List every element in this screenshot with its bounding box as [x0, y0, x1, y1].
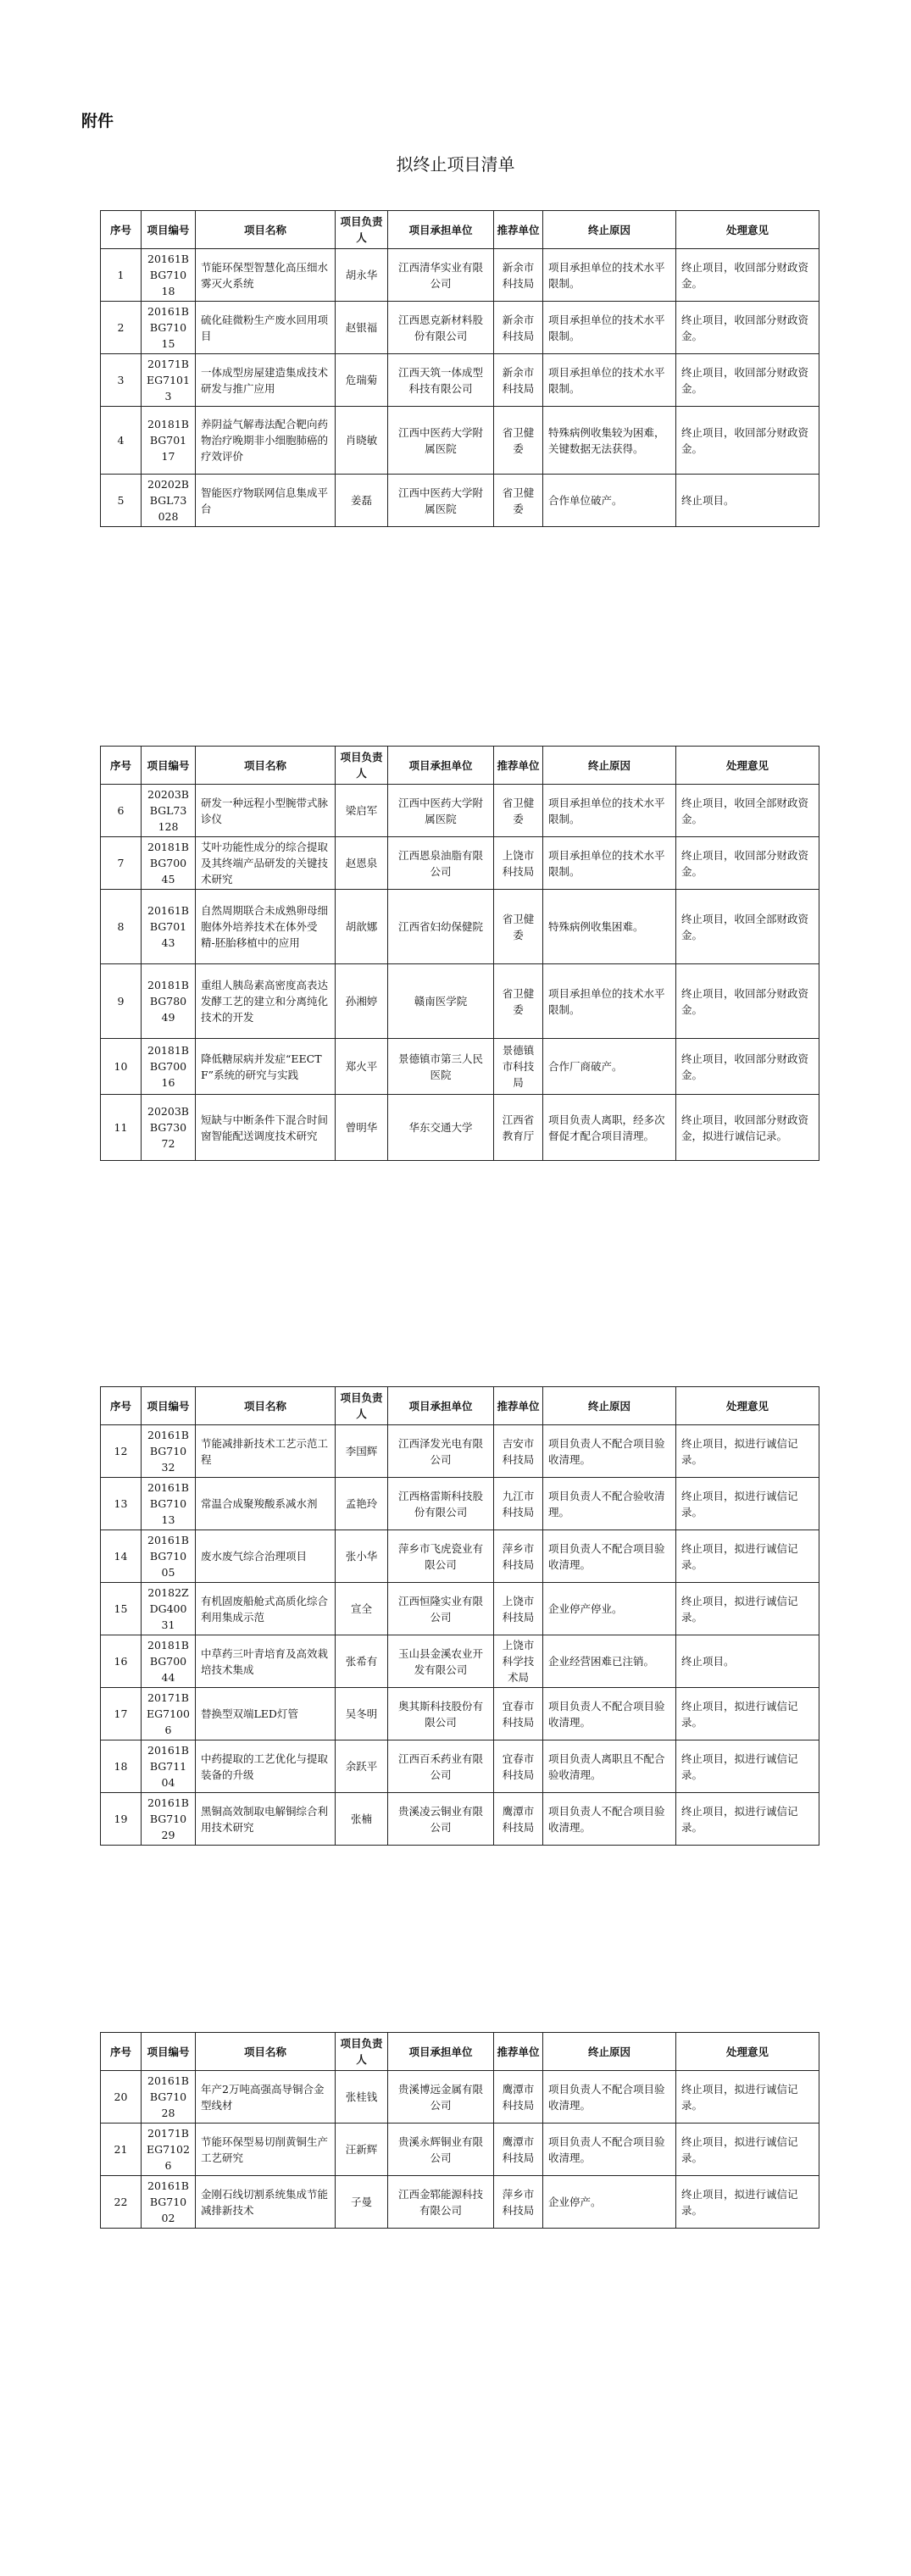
row-number: 9	[101, 964, 142, 1039]
table-row	[101, 475, 819, 527]
column-header-undertaking-unit: 项目承担单位	[388, 1387, 494, 1425]
termination-reason: 企业停产。	[543, 2176, 676, 2229]
undertaking-unit: 江西清华实业有限公司	[388, 249, 494, 302]
undertaking-unit: 贵溪凌云铜业有限公司	[388, 1793, 494, 1846]
table-row	[101, 1530, 819, 1583]
undertaking-unit: 江西格雷斯科技股份有限公司	[388, 1478, 494, 1530]
column-header-undertaking-unit: 项目承担单位	[388, 211, 494, 249]
column-header-project-name: 项目名称	[196, 747, 336, 785]
column-header-undertaking-unit: 项目承担单位	[388, 2033, 494, 2071]
project-code: 20171BEG71026	[142, 2124, 196, 2176]
column-header-termination-reason: 终止原因	[543, 747, 676, 785]
recommending-unit: 江西省教育厅	[494, 1095, 543, 1161]
row-number: 15	[101, 1583, 142, 1635]
recommending-unit: 省卫健委	[494, 407, 543, 475]
undertaking-unit: 江西天筑一体成型科技有限公司	[388, 354, 494, 407]
table-row	[101, 837, 819, 890]
termination-reason: 项目负责人不配合项目验收清理。	[543, 1425, 676, 1478]
recommending-unit: 省卫健委	[494, 475, 543, 527]
undertaking-unit: 华东交通大学	[388, 1095, 494, 1161]
termination-reason: 企业经营困难已注销。	[543, 1635, 676, 1688]
column-header-project-leader: 项目负责人	[336, 2033, 388, 2071]
recommending-unit: 新余市科技局	[494, 302, 543, 354]
table-row	[101, 302, 819, 354]
page-title: 拟终止项目清单	[396, 154, 515, 175]
column-header-row-number: 序号	[101, 747, 142, 785]
column-header-termination-reason: 终止原因	[543, 211, 676, 249]
row-number: 10	[101, 1039, 142, 1095]
table-row	[101, 1793, 819, 1846]
recommending-unit: 新余市科技局	[494, 354, 543, 407]
project-name: 降低糖尿病并发症“EECTF”系统的研究与实践	[196, 1039, 336, 1095]
table-header-row	[101, 2033, 819, 2071]
project-code: 20181BBG70044	[142, 1635, 196, 1688]
project-leader: 张桂钱	[336, 2071, 388, 2124]
handling-opinion: 终止项目，收回部分财政资金。	[676, 249, 819, 302]
table-row	[101, 249, 819, 302]
project-leader: 张希有	[336, 1635, 388, 1688]
row-number: 4	[101, 407, 142, 475]
table-row	[101, 1688, 819, 1740]
row-number: 3	[101, 354, 142, 407]
handling-opinion: 终止项目，收回部分财政资金。	[676, 302, 819, 354]
undertaking-unit: 萍乡市飞虎瓷业有限公司	[388, 1530, 494, 1583]
column-header-row-number: 序号	[101, 2033, 142, 2071]
project-name: 一体成型房屋建造集成技术研发与推广应用	[196, 354, 336, 407]
row-number: 14	[101, 1530, 142, 1583]
handling-opinion: 终止项目，拟进行诚信记录。	[676, 1688, 819, 1740]
project-code: 20181BBG70045	[142, 837, 196, 890]
project-table-3	[100, 1386, 819, 1846]
project-name: 年产2万吨高强高导铜合金型线材	[196, 2071, 336, 2124]
project-code: 20161BBG71032	[142, 1425, 196, 1478]
termination-reason: 特殊病例收集较为困难，关键数据无法获得。	[543, 407, 676, 475]
row-number: 8	[101, 890, 142, 964]
project-name: 黑铜高效制取电解铜综合利用技术研究	[196, 1793, 336, 1846]
table-row	[101, 1039, 819, 1095]
recommending-unit: 上饶市科技局	[494, 837, 543, 890]
column-header-row-number: 序号	[101, 211, 142, 249]
termination-reason: 项目承担单位的技术水平限制。	[543, 354, 676, 407]
column-header-termination-reason: 终止原因	[543, 2033, 676, 2071]
project-code: 20203BBGL73128	[142, 785, 196, 837]
row-number: 19	[101, 1793, 142, 1846]
recommending-unit: 上饶市科技局	[494, 1583, 543, 1635]
table-row	[101, 890, 819, 964]
recommending-unit: 鹰潭市科技局	[494, 1793, 543, 1846]
handling-opinion: 终止项目，收回部分财政资金，拟进行诚信记录。	[676, 1095, 819, 1161]
row-number: 16	[101, 1635, 142, 1688]
project-code: 20161BBG71013	[142, 1478, 196, 1530]
termination-reason: 项目承担单位的技术水平限制。	[543, 785, 676, 837]
project-code: 20181BBG78049	[142, 964, 196, 1039]
column-header-recommending-unit: 推荐单位	[494, 211, 543, 249]
column-header-recommending-unit: 推荐单位	[494, 747, 543, 785]
project-leader: 余跃平	[336, 1740, 388, 1793]
project-leader: 张楠	[336, 1793, 388, 1846]
recommending-unit: 九江市科技局	[494, 1478, 543, 1530]
undertaking-unit: 奥其斯科技股份有限公司	[388, 1688, 494, 1740]
project-name: 金刚石线切割系统集成节能减排新技术	[196, 2176, 336, 2229]
termination-reason: 特殊病例收集困难。	[543, 890, 676, 964]
project-code: 20182ZDG40031	[142, 1583, 196, 1635]
undertaking-unit: 江西恩克新材料股份有限公司	[388, 302, 494, 354]
project-leader: 张小华	[336, 1530, 388, 1583]
recommending-unit: 新余市科技局	[494, 249, 543, 302]
row-number: 2	[101, 302, 142, 354]
termination-reason: 项目承担单位的技术水平限制。	[543, 249, 676, 302]
row-number: 21	[101, 2124, 142, 2176]
handling-opinion: 终止项目，收回部分财政资金。	[676, 837, 819, 890]
handling-opinion: 终止项目，收回部分财政资金。	[676, 407, 819, 475]
project-name: 废水废气综合治理项目	[196, 1530, 336, 1583]
handling-opinion: 终止项目。	[676, 1635, 819, 1688]
undertaking-unit: 江西中医药大学附属医院	[388, 475, 494, 527]
project-name: 节能环保型智慧化高压细水雾灭火系统	[196, 249, 336, 302]
table-row	[101, 2071, 819, 2124]
column-header-recommending-unit: 推荐单位	[494, 2033, 543, 2071]
project-code: 20161BBG71028	[142, 2071, 196, 2124]
project-name: 自然周期联合未成熟卵母细胞体外培养技术在体外受精-胚胎移植中的应用	[196, 890, 336, 964]
handling-opinion: 终止项目，拟进行诚信记录。	[676, 2124, 819, 2176]
recommending-unit: 萍乡市科技局	[494, 2176, 543, 2229]
column-header-project-name: 项目名称	[196, 1387, 336, 1425]
project-code: 20181BBG70016	[142, 1039, 196, 1095]
recommending-unit: 鹰潭市科技局	[494, 2124, 543, 2176]
project-leader: 汪新辉	[336, 2124, 388, 2176]
handling-opinion: 终止项目，拟进行诚信记录。	[676, 1793, 819, 1846]
table-row	[101, 1635, 819, 1688]
project-name: 中草药三叶青培育及高效栽培技术集成	[196, 1635, 336, 1688]
row-number: 12	[101, 1425, 142, 1478]
project-code: 20203BBG73072	[142, 1095, 196, 1161]
termination-reason: 项目承担单位的技术水平限制。	[543, 837, 676, 890]
recommending-unit: 省卫健委	[494, 785, 543, 837]
column-header-project-name: 项目名称	[196, 211, 336, 249]
undertaking-unit: 江西泽发光电有限公司	[388, 1425, 494, 1478]
column-header-handling-opinion: 处理意见	[676, 747, 819, 785]
project-code: 20161BBG71029	[142, 1793, 196, 1846]
handling-opinion: 终止项目，拟进行诚信记录。	[676, 1425, 819, 1478]
undertaking-unit: 玉山县金溪农业开发有限公司	[388, 1635, 494, 1688]
handling-opinion: 终止项目，收回全部财政资金。	[676, 890, 819, 964]
handling-opinion: 终止项目，拟进行诚信记录。	[676, 1740, 819, 1793]
handling-opinion: 终止项目，收回部分财政资金。	[676, 354, 819, 407]
termination-reason: 项目负责人不配合项目验收清理。	[543, 1793, 676, 1846]
row-number: 5	[101, 475, 142, 527]
column-header-handling-opinion: 处理意见	[676, 1387, 819, 1425]
termination-reason: 项目负责人不配合项目验收清理。	[543, 2124, 676, 2176]
handling-opinion: 终止项目，拟进行诚信记录。	[676, 2071, 819, 2124]
column-header-project-code: 项目编号	[142, 747, 196, 785]
table-row	[101, 1095, 819, 1161]
project-name: 中药提取的工艺优化与提取装备的升级	[196, 1740, 336, 1793]
recommending-unit: 上饶市科学技术局	[494, 1635, 543, 1688]
undertaking-unit: 江西中医药大学附属医院	[388, 407, 494, 475]
project-name: 节能环保型易切削黄铜生产工艺研究	[196, 2124, 336, 2176]
column-header-project-code: 项目编号	[142, 211, 196, 249]
project-code: 20161BBG71018	[142, 249, 196, 302]
termination-reason: 项目负责人不配合项目验收清理。	[543, 2071, 676, 2124]
undertaking-unit: 贵溪永辉铜业有限公司	[388, 2124, 494, 2176]
handling-opinion: 终止项目，拟进行诚信记录。	[676, 2176, 819, 2229]
project-code: 20161BBG70143	[142, 890, 196, 964]
undertaking-unit: 江西中医药大学附属医院	[388, 785, 494, 837]
handling-opinion: 终止项目，收回全部财政资金。	[676, 785, 819, 837]
project-name: 养阴益气解毒法配合靶向药物治疗晚期非小细胞肺癌的疗效评价	[196, 407, 336, 475]
project-leader: 胡永华	[336, 249, 388, 302]
termination-reason: 合作厂商破产。	[543, 1039, 676, 1095]
project-leader: 肖晓敏	[336, 407, 388, 475]
project-leader: 吴冬明	[336, 1688, 388, 1740]
undertaking-unit: 江西省妇幼保健院	[388, 890, 494, 964]
table-row	[101, 785, 819, 837]
column-header-recommending-unit: 推荐单位	[494, 1387, 543, 1425]
recommending-unit: 景德镇市科技局	[494, 1039, 543, 1095]
project-leader: 姜磊	[336, 475, 388, 527]
termination-reason: 企业停产停业。	[543, 1583, 676, 1635]
termination-reason: 项目负责人不配合项目验收清理。	[543, 1530, 676, 1583]
project-leader: 郑火平	[336, 1039, 388, 1095]
project-name: 有机固废船舱式高质化综合利用集成示范	[196, 1583, 336, 1635]
undertaking-unit: 景德镇市第三人民医院	[388, 1039, 494, 1095]
termination-reason: 合作单位破产。	[543, 475, 676, 527]
attachment-label: 附件	[81, 112, 114, 130]
project-leader: 赵银福	[336, 302, 388, 354]
project-name: 艾叶功能性成分的综合提取及其终端产品研发的关键技术研究	[196, 837, 336, 890]
project-code: 20161BBG71005	[142, 1530, 196, 1583]
project-code: 20202BBGL73028	[142, 475, 196, 527]
project-code: 20171BEG71013	[142, 354, 196, 407]
project-name: 硫化硅微粉生产废水回用项目	[196, 302, 336, 354]
termination-reason: 项目负责人离职，经多次督促才配合项目清理。	[543, 1095, 676, 1161]
project-code: 20161BBG71002	[142, 2176, 196, 2229]
termination-reason: 项目承担单位的技术水平限制。	[543, 302, 676, 354]
undertaking-unit: 贵溪博远金属有限公司	[388, 2071, 494, 2124]
handling-opinion: 终止项目，拟进行诚信记录。	[676, 1583, 819, 1635]
column-header-project-leader: 项目负责人	[336, 211, 388, 249]
project-table-1	[100, 210, 819, 527]
row-number: 6	[101, 785, 142, 837]
row-number: 13	[101, 1478, 142, 1530]
recommending-unit: 省卫健委	[494, 890, 543, 964]
handling-opinion: 终止项目，收回部分财政资金。	[676, 1039, 819, 1095]
table-row	[101, 1478, 819, 1530]
table-header-row	[101, 211, 819, 249]
table-row	[101, 354, 819, 407]
recommending-unit: 吉安市科技局	[494, 1425, 543, 1478]
column-header-project-leader: 项目负责人	[336, 1387, 388, 1425]
project-name: 智能医疗物联网信息集成平台	[196, 475, 336, 527]
project-leader: 曾明华	[336, 1095, 388, 1161]
undertaking-unit: 赣南医学院	[388, 964, 494, 1039]
project-leader: 李国辉	[336, 1425, 388, 1478]
termination-reason: 项目负责人不配合项目验收清理。	[543, 1688, 676, 1740]
table-header-row	[101, 747, 819, 785]
handling-opinion: 终止项目，拟进行诚信记录。	[676, 1478, 819, 1530]
table-row	[101, 2176, 819, 2229]
project-leader: 赵恩泉	[336, 837, 388, 890]
project-name: 替换型双端LED灯管	[196, 1688, 336, 1740]
termination-reason: 项目负责人离职且不配合验收清理。	[543, 1740, 676, 1793]
table-row	[101, 1583, 819, 1635]
project-name: 节能减排新技术工艺示范工程	[196, 1425, 336, 1478]
project-leader: 孟艳玲	[336, 1478, 388, 1530]
row-number: 22	[101, 2176, 142, 2229]
table-row	[101, 1740, 819, 1793]
row-number: 11	[101, 1095, 142, 1161]
column-header-project-name: 项目名称	[196, 2033, 336, 2071]
project-leader: 胡歆娜	[336, 890, 388, 964]
termination-reason: 项目承担单位的技术水平限制。	[543, 964, 676, 1039]
table-row	[101, 1425, 819, 1478]
project-leader: 梁启军	[336, 785, 388, 837]
table-row	[101, 964, 819, 1039]
undertaking-unit: 江西恒隆实业有限公司	[388, 1583, 494, 1635]
project-name: 重组人胰岛素高密度高表达发酵工艺的建立和分离纯化技术的开发	[196, 964, 336, 1039]
project-code: 20161BBG71104	[142, 1740, 196, 1793]
termination-reason: 项目负责人不配合验收清理。	[543, 1478, 676, 1530]
project-leader: 子曼	[336, 2176, 388, 2229]
column-header-project-leader: 项目负责人	[336, 747, 388, 785]
column-header-row-number: 序号	[101, 1387, 142, 1425]
table-header-row	[101, 1387, 819, 1425]
handling-opinion: 终止项目，拟进行诚信记录。	[676, 1530, 819, 1583]
row-number: 17	[101, 1688, 142, 1740]
recommending-unit: 省卫健委	[494, 964, 543, 1039]
table-row	[101, 2124, 819, 2176]
row-number: 7	[101, 837, 142, 890]
column-header-project-code: 项目编号	[142, 1387, 196, 1425]
project-table-2	[100, 746, 819, 1161]
undertaking-unit: 江西恩泉油脂有限公司	[388, 837, 494, 890]
recommending-unit: 鹰潭市科技局	[494, 2071, 543, 2124]
column-header-handling-opinion: 处理意见	[676, 2033, 819, 2071]
recommending-unit: 萍乡市科技局	[494, 1530, 543, 1583]
project-table-4	[100, 2032, 819, 2229]
project-code: 20171BEG71006	[142, 1688, 196, 1740]
column-header-project-code: 项目编号	[142, 2033, 196, 2071]
project-leader: 宣全	[336, 1583, 388, 1635]
project-leader: 孙湘婷	[336, 964, 388, 1039]
project-name: 常温合成聚羧酸系减水剂	[196, 1478, 336, 1530]
handling-opinion: 终止项目，收回部分财政资金。	[676, 964, 819, 1039]
project-name: 研发一种远程小型腕带式脉诊仪	[196, 785, 336, 837]
recommending-unit: 宜春市科技局	[494, 1688, 543, 1740]
undertaking-unit: 江西百禾药业有限公司	[388, 1740, 494, 1793]
undertaking-unit: 江西金郓能源科技有限公司	[388, 2176, 494, 2229]
project-leader: 危瑞菊	[336, 354, 388, 407]
handling-opinion: 终止项目。	[676, 475, 819, 527]
column-header-termination-reason: 终止原因	[543, 1387, 676, 1425]
row-number: 20	[101, 2071, 142, 2124]
project-code: 20181BBG70117	[142, 407, 196, 475]
row-number: 1	[101, 249, 142, 302]
column-header-undertaking-unit: 项目承担单位	[388, 747, 494, 785]
project-name: 短缺与中断条件下混合时间窗智能配送调度技术研究	[196, 1095, 336, 1161]
recommending-unit: 宜春市科技局	[494, 1740, 543, 1793]
row-number: 18	[101, 1740, 142, 1793]
project-code: 20161BBG71015	[142, 302, 196, 354]
column-header-handling-opinion: 处理意见	[676, 211, 819, 249]
table-row	[101, 407, 819, 475]
